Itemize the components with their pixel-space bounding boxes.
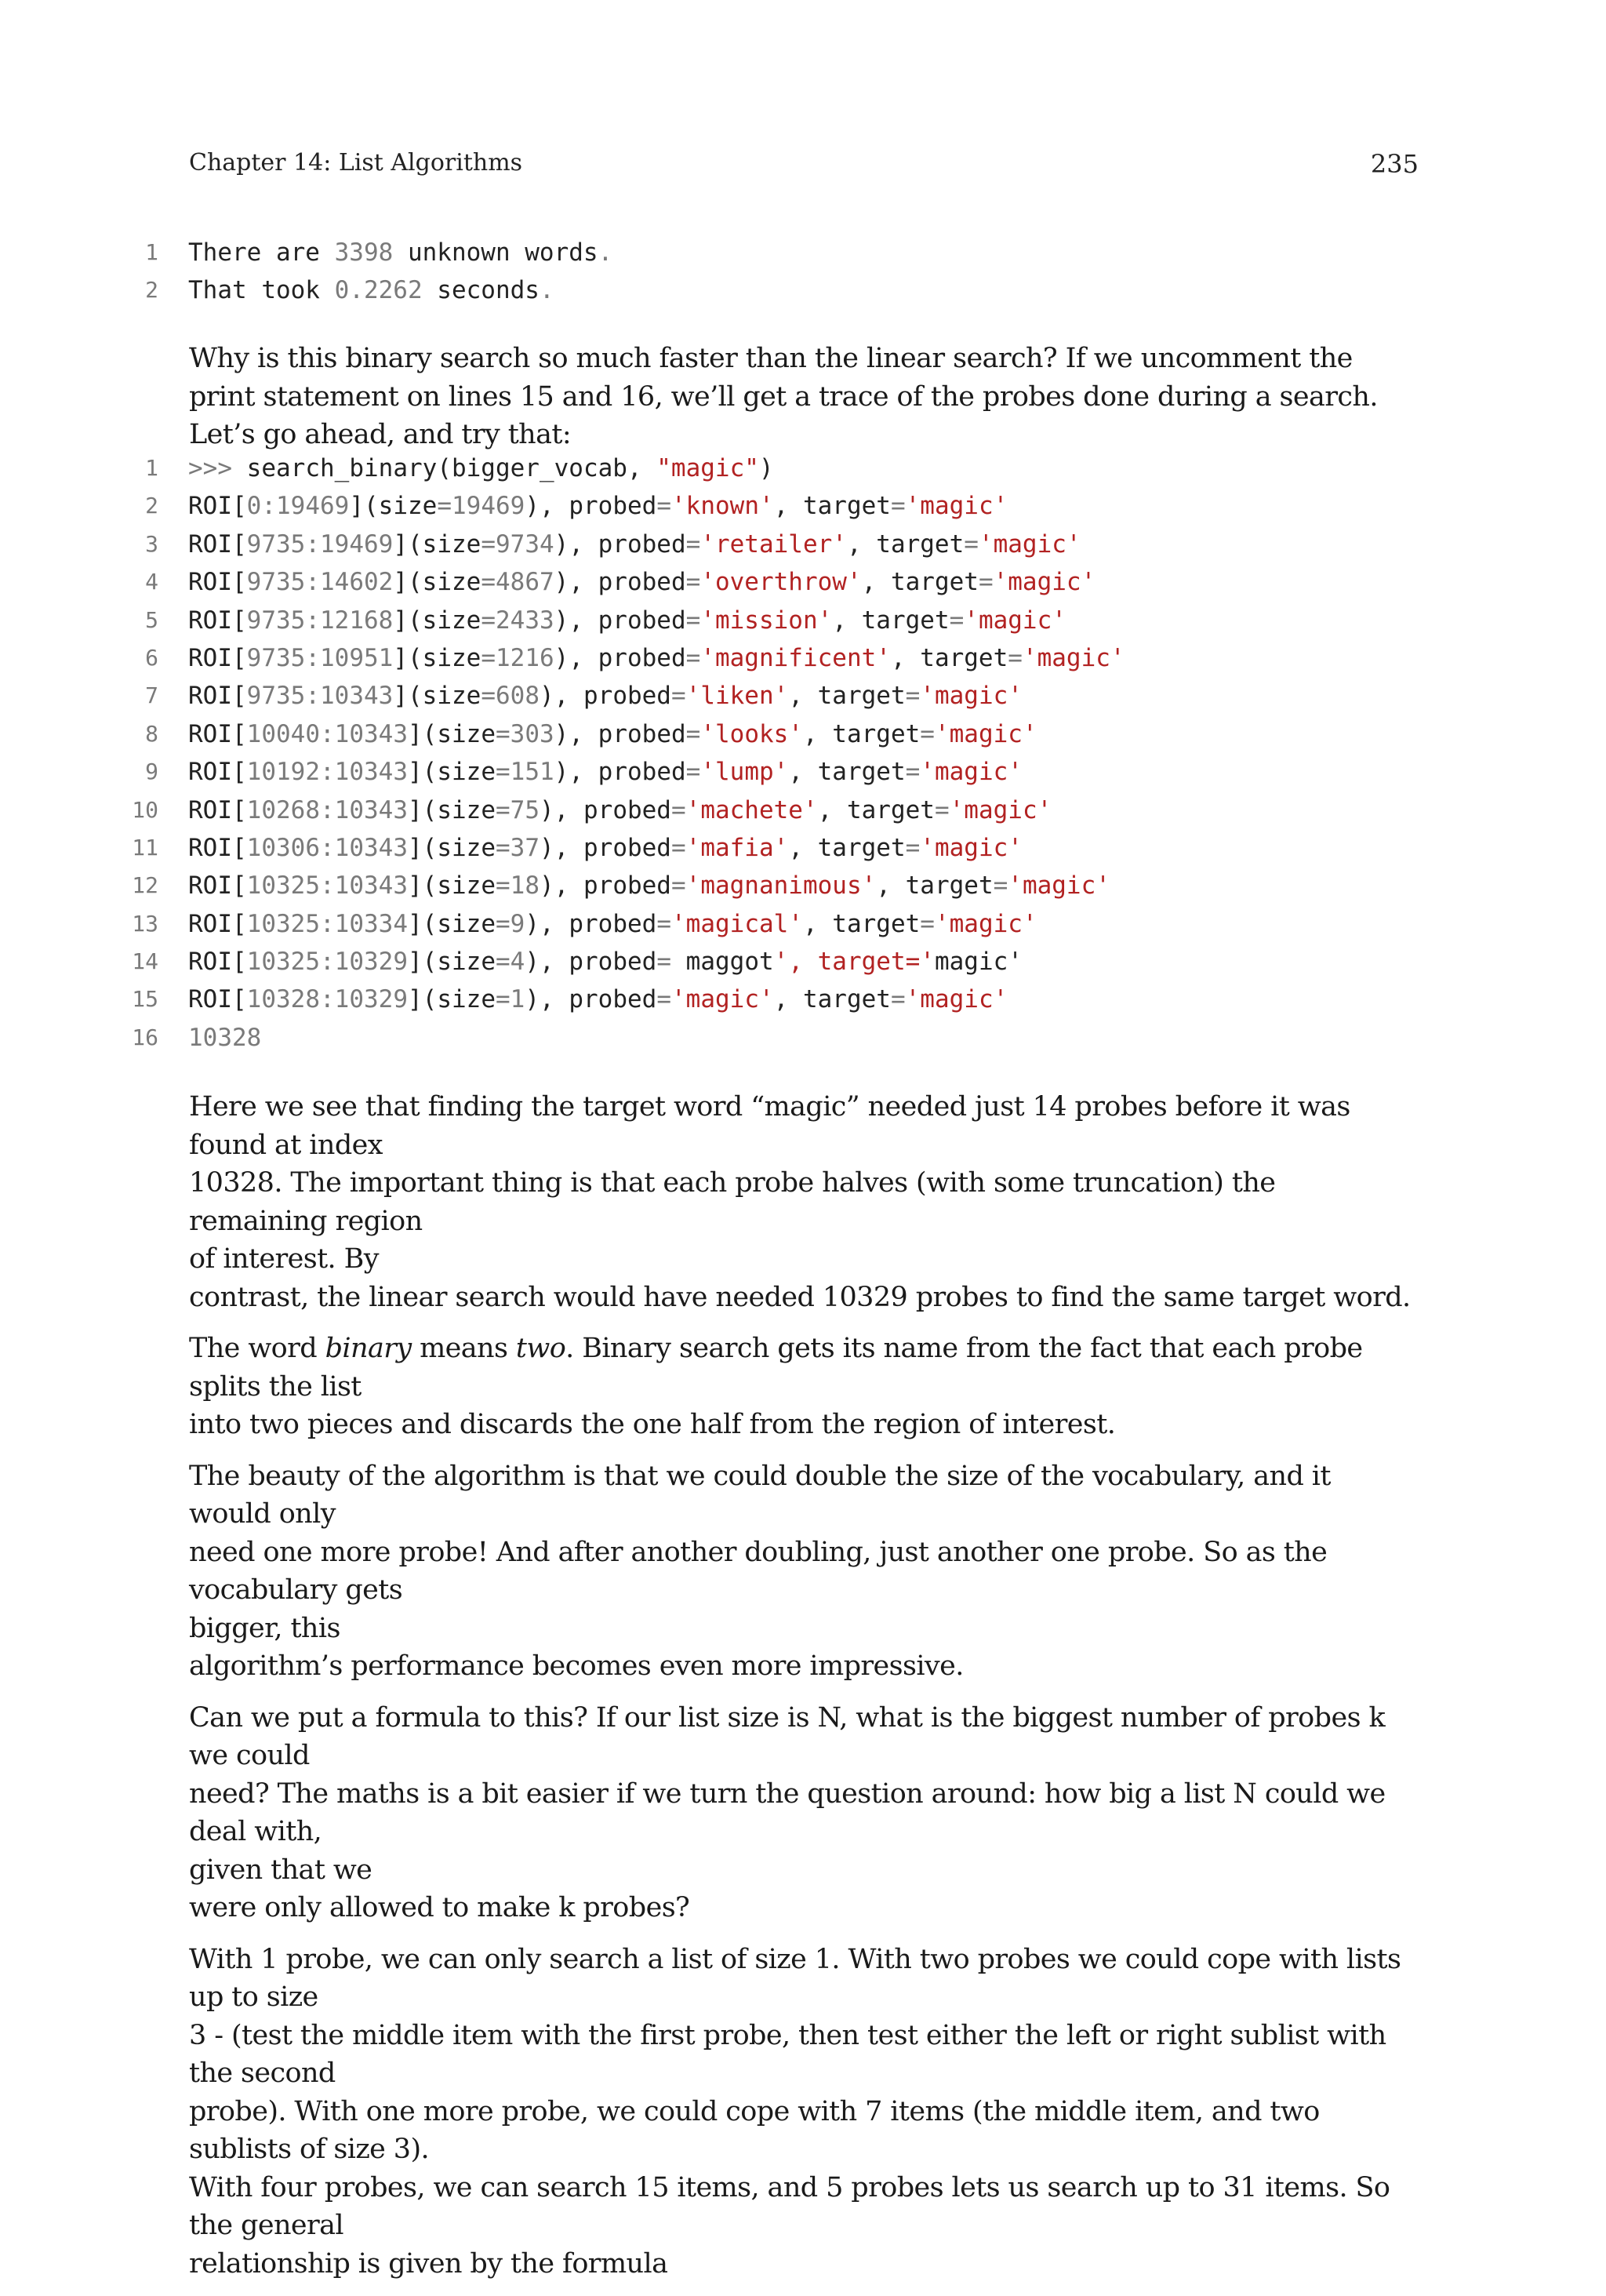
paragraph-line: were only allowed to make k probes? bbox=[189, 1892, 690, 1923]
paragraph-line: Can we put a formula to this? If our list size is N, what is the biggest number of probes k we could bbox=[189, 1701, 1386, 1771]
code-text: ROI[10192:10343](size=151), probed='lump', target='magic' bbox=[188, 758, 1023, 787]
code-block-trace bbox=[0, 449, 1606, 1057]
line-number: 7 bbox=[145, 682, 158, 709]
body-paragraphs bbox=[189, 1088, 1420, 2296]
code-text: ROI[9735:19469](size=9734), probed='retailer', target='magic' bbox=[188, 529, 1081, 559]
line-number: 15 bbox=[132, 986, 158, 1013]
code-line bbox=[0, 753, 1606, 791]
paragraph-line: need one more probe! And after another doubling, just another one probe. So as the vocabulary gets bbox=[189, 1536, 1328, 1606]
page-number: 235 bbox=[1370, 149, 1419, 179]
line-number: 4 bbox=[145, 569, 158, 595]
paragraph-line: of interest. By bbox=[189, 1243, 379, 1275]
line-number: 13 bbox=[132, 910, 158, 937]
paragraph-line: need? The maths is a bit easier if we turn the question around: how big a list N could we deal with, bbox=[189, 1777, 1386, 1847]
line-number: 2 bbox=[145, 493, 158, 519]
paragraph-line: contrast, the linear search would have needed 10329 probes to find the same target word. bbox=[189, 1281, 1411, 1313]
code-line bbox=[0, 981, 1606, 1018]
line-number: 16 bbox=[132, 1024, 158, 1050]
line-number: 6 bbox=[145, 644, 158, 671]
paragraph-line: 10328. The important thing is that each probe halves (with some truncation) the remaining region bbox=[189, 1167, 1276, 1237]
page-header bbox=[189, 149, 1419, 180]
paragraph-line: algorithm’s performance becomes even more impressive. bbox=[189, 1650, 964, 1682]
code-line bbox=[0, 905, 1606, 943]
paragraph bbox=[189, 1699, 1420, 1927]
code-text: ROI[9735:10343](size=608), probed='liken', target='magic' bbox=[188, 682, 1023, 711]
paragraph-line: 3 - (test the middle item with the first probe, then test either the left or right sublist with the second bbox=[189, 2019, 1386, 2089]
line-number: 3 bbox=[145, 530, 158, 557]
code-line bbox=[0, 867, 1606, 904]
paragraph bbox=[189, 1330, 1420, 1444]
line-number: 1 bbox=[145, 239, 158, 265]
emphasis-text: two bbox=[515, 1333, 566, 1364]
paragraph-line: probe). With one more probe, we could cope with 7 items (the middle item, and two sublists of size 3). bbox=[189, 2095, 1320, 2165]
paragraph-line: With four probes, we can search 15 items, and 5 probes lets us search up to 31 items. So the general bbox=[189, 2171, 1390, 2241]
paragraph-line: With 1 probe, we can only search a list of size 1. With two probes we could cope with lists up to size bbox=[189, 1943, 1401, 2013]
code-line bbox=[0, 602, 1606, 639]
paragraph-text: Why is this binary search so much faster than the linear search? If we uncomment the print statement on lines 15 and 16, we’ll get a trace of the probes done during a search. Let’s go ahead, and try that: bbox=[189, 343, 1378, 450]
code-line bbox=[0, 677, 1606, 715]
paragraph-line bbox=[189, 1330, 1420, 1406]
code-line bbox=[0, 526, 1606, 563]
code-text: ROI[10325:10343](size=18), probed='magnanimous', target='magic' bbox=[188, 871, 1110, 901]
paragraph-intro bbox=[189, 340, 1420, 468]
emphasis-text: binary bbox=[325, 1333, 412, 1364]
code-text: ROI[10325:10329](size=4), probed= maggot', target='magic' bbox=[188, 948, 1023, 977]
code-text: ROI[10328:10329](size=1), probed='magic', target='magic' bbox=[188, 985, 1008, 1014]
line-number: 2 bbox=[145, 277, 158, 304]
line-number: 10 bbox=[132, 796, 158, 823]
line-number: 11 bbox=[132, 834, 158, 861]
paragraph bbox=[189, 1088, 1420, 1316]
code-line bbox=[0, 829, 1606, 867]
code-line bbox=[0, 639, 1606, 677]
paragraph-line: relationship is given by the formula bbox=[189, 2247, 668, 2280]
text-run: The word bbox=[189, 1333, 325, 1364]
line-number: 8 bbox=[145, 720, 158, 747]
paragraph-line: Here we see that finding the target word “magic” needed just 14 probes before it was found at index bbox=[189, 1091, 1350, 1161]
paragraph-line: given that we bbox=[189, 1854, 372, 1886]
code-line bbox=[0, 1019, 1606, 1057]
line-number: 5 bbox=[145, 606, 158, 633]
code-line bbox=[0, 563, 1606, 601]
paragraph-line: bigger, this bbox=[189, 1612, 340, 1644]
code-text: ROI[9735:14602](size=4867), probed='overthrow', target='magic' bbox=[188, 568, 1096, 597]
code-line bbox=[0, 715, 1606, 753]
code-block-output bbox=[0, 234, 1606, 310]
code-text: ROI[0:19469](size=19469), probed='known', target='magic' bbox=[188, 492, 1008, 521]
code-text: That took 0.2262 seconds. bbox=[188, 276, 554, 305]
code-text: ROI[10040:10343](size=303), probed='looks', target='magic' bbox=[188, 719, 1037, 748]
line-number: 9 bbox=[145, 759, 158, 785]
line-number: 12 bbox=[132, 872, 158, 899]
code-text: ROI[9735:12168](size=2433), probed='mission', target='magic' bbox=[188, 606, 1066, 635]
paragraph bbox=[189, 1941, 1420, 2283]
line-number: 1 bbox=[145, 455, 158, 481]
code-text: ROI[10325:10334](size=9), probed='magical', target='magic' bbox=[188, 909, 1037, 938]
text-run: means bbox=[411, 1333, 516, 1364]
code-text: 10328 bbox=[188, 1023, 262, 1052]
code-text: >>> search_binary(bigger_vocab, "magic") bbox=[188, 454, 774, 482]
paragraph-line: The beauty of the algorithm is that we could double the size of the vocabulary, and it would only bbox=[189, 1460, 1331, 1530]
text-run: . Binary search gets its name from the fact that each probe splits the list bbox=[189, 1333, 1363, 1403]
code-line bbox=[0, 791, 1606, 829]
code-line bbox=[0, 449, 1606, 487]
code-text: ROI[9735:10951](size=1216), probed='magnificent', target='magic' bbox=[188, 643, 1125, 672]
paragraph-line: into two pieces and discards the one half from the region of interest. bbox=[189, 1409, 1116, 1440]
code-line bbox=[0, 943, 1606, 981]
chapter-title: Chapter 14: List Algorithms bbox=[189, 149, 523, 176]
code-line bbox=[0, 234, 1606, 271]
code-text: ROI[10268:10343](size=75), probed='machete', target='magic' bbox=[188, 795, 1052, 824]
code-text: There are 3398 unknown words. bbox=[188, 238, 613, 267]
paragraph bbox=[189, 1457, 1420, 1686]
line-number: 14 bbox=[132, 948, 158, 975]
code-line bbox=[0, 487, 1606, 525]
code-text: ROI[10306:10343](size=37), probed='mafia', target='magic' bbox=[188, 833, 1023, 862]
code-line bbox=[0, 271, 1606, 309]
